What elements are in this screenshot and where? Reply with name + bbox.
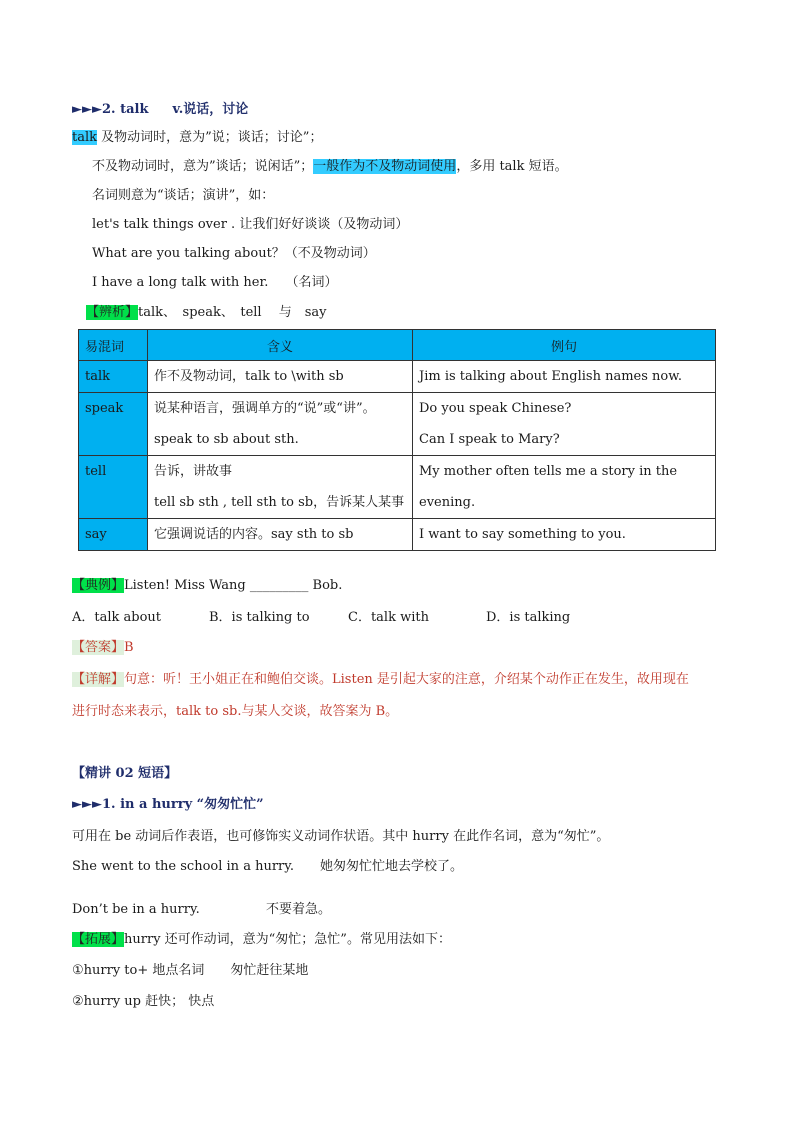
row-meaning: 说某种语言，强调单方的“说”或“讲”。 <box>154 401 376 416</box>
heading-text: 2. talk <box>102 102 149 117</box>
talk-line-1 <box>72 128 322 148</box>
expand-tag: 【拓展】 <box>72 932 125 947</box>
row-meaning: 告诉，讲故事 <box>154 464 233 479</box>
answer-line <box>72 638 134 658</box>
analysis-line <box>86 303 326 323</box>
arrow-icons: ►►► <box>72 797 102 812</box>
usage-item-1: ①hurry to+ 地点名词 匆忙赶往某地 <box>72 963 309 978</box>
header-example: 例句 <box>413 330 716 361</box>
talk-line-2b: ，多用 talk 短语。 <box>456 159 568 174</box>
comparison-table <box>78 329 716 551</box>
phrase-line-1: 可用在 be 动词后作表语，也可修饰实义动词作状语。其中 hurry 在此作名词，意为“匆忙”。 <box>72 829 610 844</box>
phrase-heading-text: 1. in a hurry “匆匆忙忙” <box>102 797 264 812</box>
option-a: A．talk about <box>72 610 162 625</box>
talk-highlight: talk <box>72 130 98 145</box>
intransitive-highlight: 一般作为不及物动词使用 <box>313 159 457 174</box>
analysis-tag: 【辨析】 <box>86 305 139 320</box>
option-c: C．talk with <box>348 610 429 625</box>
row-word: speak <box>85 401 124 416</box>
table-header-row <box>79 330 716 361</box>
row-example: Jim is talking about English names now. <box>419 369 682 384</box>
section-heading-talk <box>72 100 248 120</box>
header-meaning: 含义 <box>148 330 413 361</box>
row-example: I want to say something to you. <box>419 527 626 542</box>
talk-line-3: 名词则意为“谈话；演讲”，如： <box>92 188 275 203</box>
phrase-heading <box>72 795 264 815</box>
row-meaning: 它强调说话的内容。say sth to sb <box>154 527 354 542</box>
detail-tag: 【详解】 <box>72 672 125 687</box>
detail-line-2: 进行时态来表示，talk to sb.与某人交谈，故答案为 B。 <box>72 704 399 719</box>
talk-example-2: What are you talking about？（不及物动词） <box>92 246 376 261</box>
phrase-example-2-cn: 不要着急。 <box>266 902 332 917</box>
talk-line-2a: 不及物动词时，意为”谈话；说闲话”； <box>92 159 314 174</box>
example-tag: 【典例】 <box>72 578 125 593</box>
expand-text: hurry 还可作动词，意为“匆忙；急忙”。常见用法如下： <box>124 932 451 947</box>
analysis-text: talk、 speak、 tell 与 say <box>138 305 327 320</box>
table-row <box>79 519 716 551</box>
row-word: say <box>85 527 107 542</box>
usage-item-2: ②hurry up 赶快； 快点 <box>72 994 215 1009</box>
detail-line-1 <box>72 670 689 690</box>
phrase-example-2-en: Don’t be in a hurry. <box>72 902 200 917</box>
phrase-example-2 <box>72 900 200 920</box>
row-meaning: 作不及物动词，talk to \with sb <box>154 369 344 384</box>
table-row <box>79 456 716 519</box>
question-text: Listen! Miss Wang _________ Bob. <box>124 578 343 593</box>
option-b: B．is talking to <box>209 610 310 625</box>
header-word: 易混词 <box>79 330 148 361</box>
heading-pos: v.说话，讨论 <box>172 102 249 117</box>
answer-tag: 【答案】 <box>72 640 125 655</box>
section-2-title: 【精讲 02 短语】 <box>72 766 178 781</box>
talk-example-3: I have a long talk with her. （名词） <box>92 275 338 290</box>
option-d: D．is talking <box>486 610 571 625</box>
row-example: My mother often tells me a story in the evening. <box>419 464 678 510</box>
row-meaning: speak to sb about sth. <box>154 432 299 447</box>
row-word: talk <box>85 369 111 384</box>
arrow-icons: ►►► <box>72 102 102 117</box>
talk-line-1-text: 及物动词时，意为”说；谈话；讨论”； <box>97 130 323 145</box>
detail-text-1: 句意：听！王小姐正在和鲍伯交谈。Listen 是引起大家的注意，介绍某个动作正在发生，故用现在 <box>124 672 689 687</box>
row-example: Do you speak Chinese? <box>419 401 572 416</box>
phrase-example-1: She went to the school in a hurry. 她匆匆忙忙地去学校了。 <box>72 859 463 874</box>
talk-example-1: let's talk things over . 让我们好好谈谈（及物动词） <box>92 217 409 232</box>
row-example: Can I speak to Mary? <box>419 432 560 447</box>
table-row <box>79 393 716 456</box>
row-word: tell <box>85 464 107 479</box>
example-question <box>72 576 342 596</box>
talk-line-2 <box>92 157 568 177</box>
table-row <box>79 361 716 393</box>
row-meaning: tell sb sth , tell sth to sb，告诉某人某事 <box>154 495 405 510</box>
expand-line <box>72 930 451 950</box>
answer-value: B <box>124 640 134 655</box>
